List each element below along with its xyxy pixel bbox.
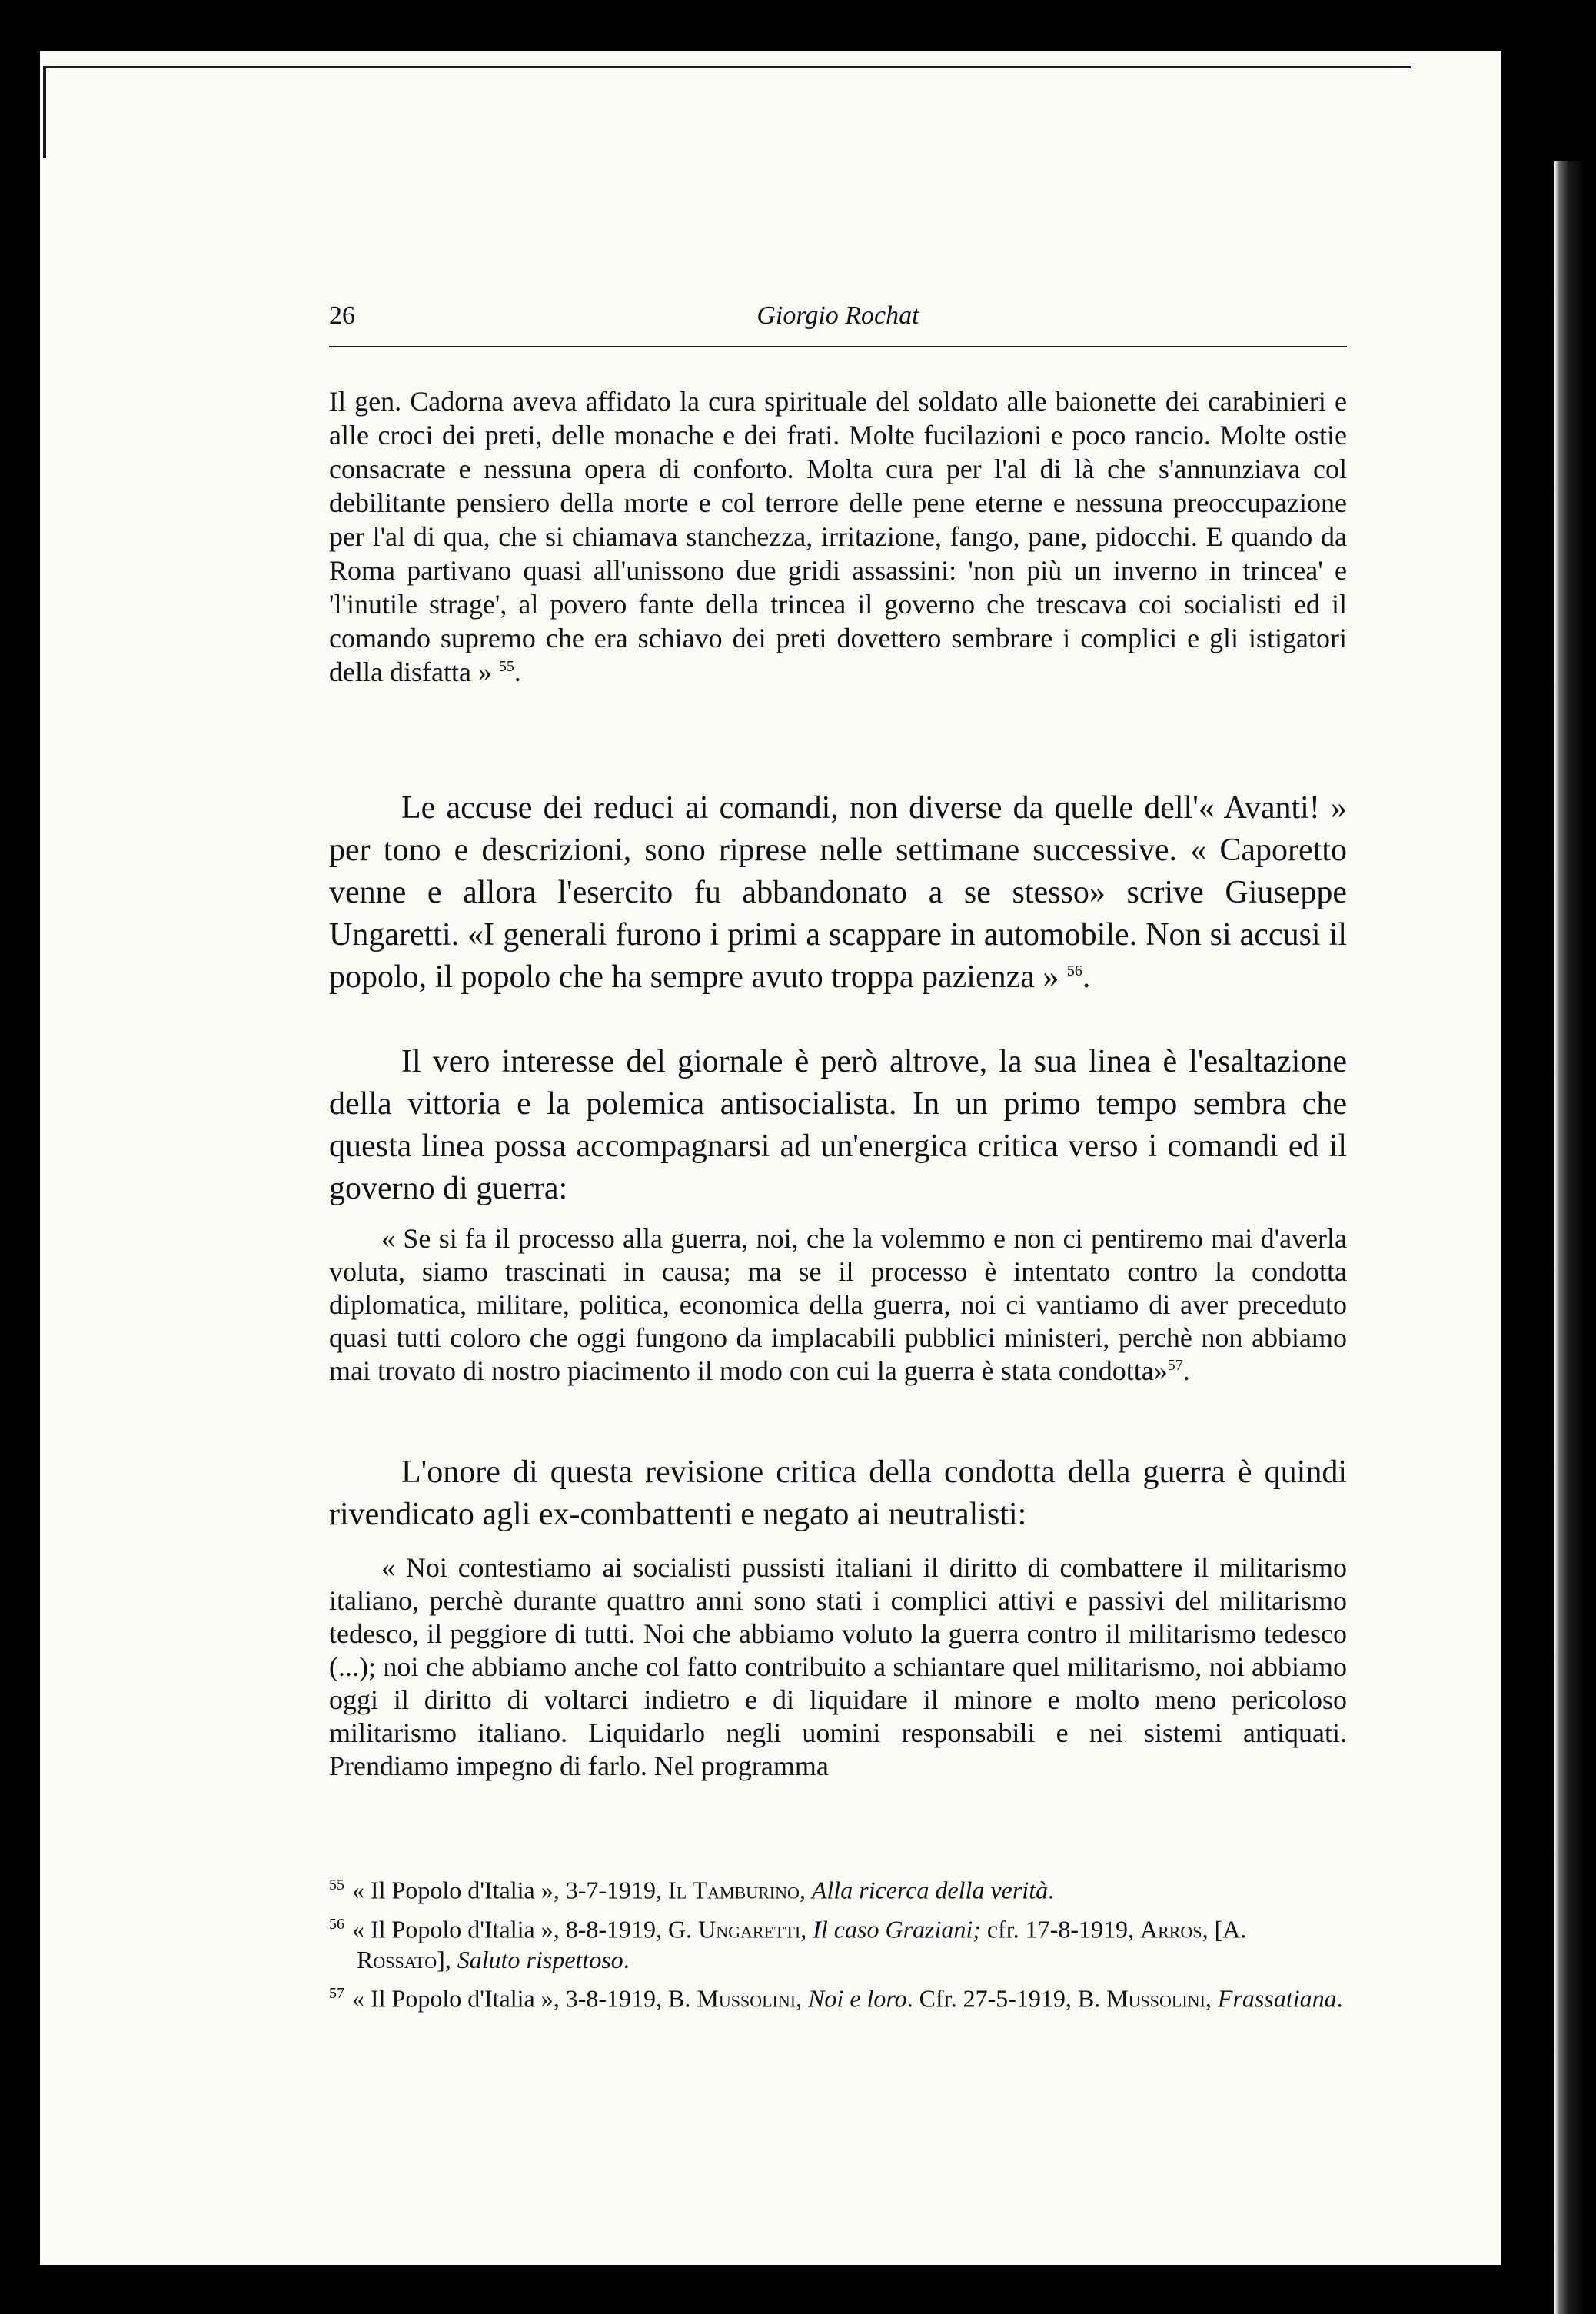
page-crease-left (43, 66, 46, 158)
quote-paragraph-1 (329, 384, 1347, 689)
page-bottom-edge (40, 2265, 1501, 2312)
block-quote-2: « Noi contestiamo ai socialisti pussisti italiani il diritto di combattere il militarismo italiano, perchè durante quattro anni sono stati i complici attivi e passivi del militarismo tedesco, il peggiore di tutti. Noi che abbiamo voluto la guerra contro il militarismo tedesco (...); noi che abbiamo anche col fatto contribuito a schiantare quel militarismo, noi abbiamo oggi il diritto di voltarci indietro e di liquidare il minore e molto meno pericoloso militarismo italiano. Liquidarlo negli uomini responsabili e nei sistemi antiquati. Prendiamo impegno di farlo. Nel programma (329, 1552, 1347, 1781)
footnote-author: Rossato (357, 1946, 437, 1974)
footnote-text: , (800, 1915, 813, 1943)
footnote-text: ], (437, 1946, 457, 1974)
block-quote-1-text: « Se si fa il processo alla guerra, noi, che la volemmo e non ci pentiremo mai d'averla voluta, siamo trascinati in causa; ma se il processo è intentato contro la condotta diplomatica, militare, politica, economica della guerra, noi ci vantiamo di aver preceduto quasi tutti coloro che oggi fungono da implacabili pubblici ministeri, perchè non abbiamo mai trovato di nostro piacimento il modo con cui la guerra è stata condotta» (329, 1223, 1347, 1386)
footnote-text: . Cfr. 27-5-1919, B. (906, 1984, 1107, 2013)
footnote-number: 55 (329, 1877, 344, 1893)
footnote-56 (329, 1909, 1347, 1976)
footnote-author: Arros (1139, 1915, 1202, 1943)
footnote-text: . (623, 1946, 630, 1974)
body-paragraph-2-text: Le accuse dei reduci ai comandi, non diverse da quelle dell'« Avanti! » per tono e descrizioni, sono riprese nelle settimane successive. « Caporetto venne e allora l'esercito fu abbandonato a se stesso» scrive Giuseppe Ungaretti. «I generali furono i primi a scappare in automobile. Non si accusi il popolo, il popolo che ha sempre avuto troppa pazienza » (329, 790, 1347, 995)
footnote-title: Saluto rispettoso (457, 1946, 623, 1974)
footnote-title: Frassatiana (1217, 1984, 1337, 2013)
page-crease-top (43, 66, 1411, 68)
footnote-title: Noi e loro (808, 1984, 907, 2013)
body-paragraph-4: L'onore di questa revisione critica della condotta della guerra è quindi rivendicato agli ex-combattenti e negato ai neutralisti: (329, 1455, 1347, 1532)
quote-paragraph-1-end: . (514, 657, 521, 687)
footnote-author: Mussolini (697, 1984, 796, 2013)
block-quote-1-end: . (1182, 1355, 1190, 1386)
footnotes (329, 1870, 1347, 2017)
footnote-text: « Il Popolo d'Italia », 3-7-1919, (352, 1876, 669, 1904)
footnote-text: cfr. 17-8-1919, (980, 1915, 1140, 1943)
body-paragraph-2-end: . (1082, 959, 1091, 995)
footnote-text: . (1048, 1876, 1055, 1904)
footnote-author: Ungaretti (698, 1915, 801, 1943)
footnote-ref-56: 56 (1066, 963, 1082, 979)
footnote-ref-57: 57 (1167, 1357, 1183, 1374)
footnote-text: « Il Popolo d'Italia », 8-8-1919, G. (352, 1915, 699, 1943)
footnote-text: , [A. (1202, 1915, 1247, 1943)
footnote-title: Alla ricerca della verità (811, 1876, 1049, 1904)
footnote-text: « Il Popolo d'Italia », 3-8-1919, B. (352, 1984, 697, 2013)
footnote-number: 56 (329, 1915, 344, 1933)
footnote-57 (329, 1978, 1347, 2014)
footnote-text: . (1336, 1984, 1343, 2013)
page-right-edge-shadow (1554, 161, 1596, 2314)
footnote-text: , (796, 1984, 809, 2013)
running-head: Giorgio Rochat (756, 301, 919, 330)
footnote-text: , (799, 1876, 812, 1904)
footnote-ref-55: 55 (498, 658, 514, 675)
footnote-number: 57 (329, 1985, 344, 2003)
body-paragraph-2 (329, 787, 1347, 999)
footnote-author: Mussolini (1106, 1984, 1205, 2013)
body-paragraph-3: Il vero interesse del giornale è però altrove, la sua linea è l'esaltazione della vittoria e la polemica antisocialista. In un primo tempo sembra che questa linea possa accompagnarsi ad un'energica critica verso i comandi ed il governo di guerra: (329, 1044, 1347, 1206)
quote-paragraph-1-text: Il gen. Cadorna aveva affidato la cura spirituale del soldato alle baionette dei carabinieri e alle croci dei preti, delle monache e dei frati. Molte fucilazioni e poco rancio. Molte ostie consacrate e nessuna opera di conforto. Molta cura per l'al di là che s'annunziava col debilitante pensiero della morte e col terrore delle pene eterne e nessuna preoccupazione per l'al di qua, che si chiamava stanchezza, irritazione, fango, pane, pidocchi. E quando da Roma partivano quasi all'unissono due gridi assassini: 'non più un inverno in trincea' e 'l'inutile strage', al povero fante della trincea il governo che trescava coi socialisti ed il comando supremo che era schiavo dei preti dovettero sembrare i complici e gli istigatori della disfatta » (329, 386, 1347, 687)
header-rule (329, 346, 1347, 347)
block-quote-1 (329, 1222, 1347, 1388)
footnote-author: Il Tamburino (668, 1876, 800, 1904)
page-number: 26 (329, 301, 355, 330)
footnote-text: , (1205, 1984, 1218, 2013)
footnote-title: Il caso Graziani; (813, 1915, 981, 1943)
footnote-55 (329, 1870, 1347, 1906)
page-header (329, 301, 1347, 347)
